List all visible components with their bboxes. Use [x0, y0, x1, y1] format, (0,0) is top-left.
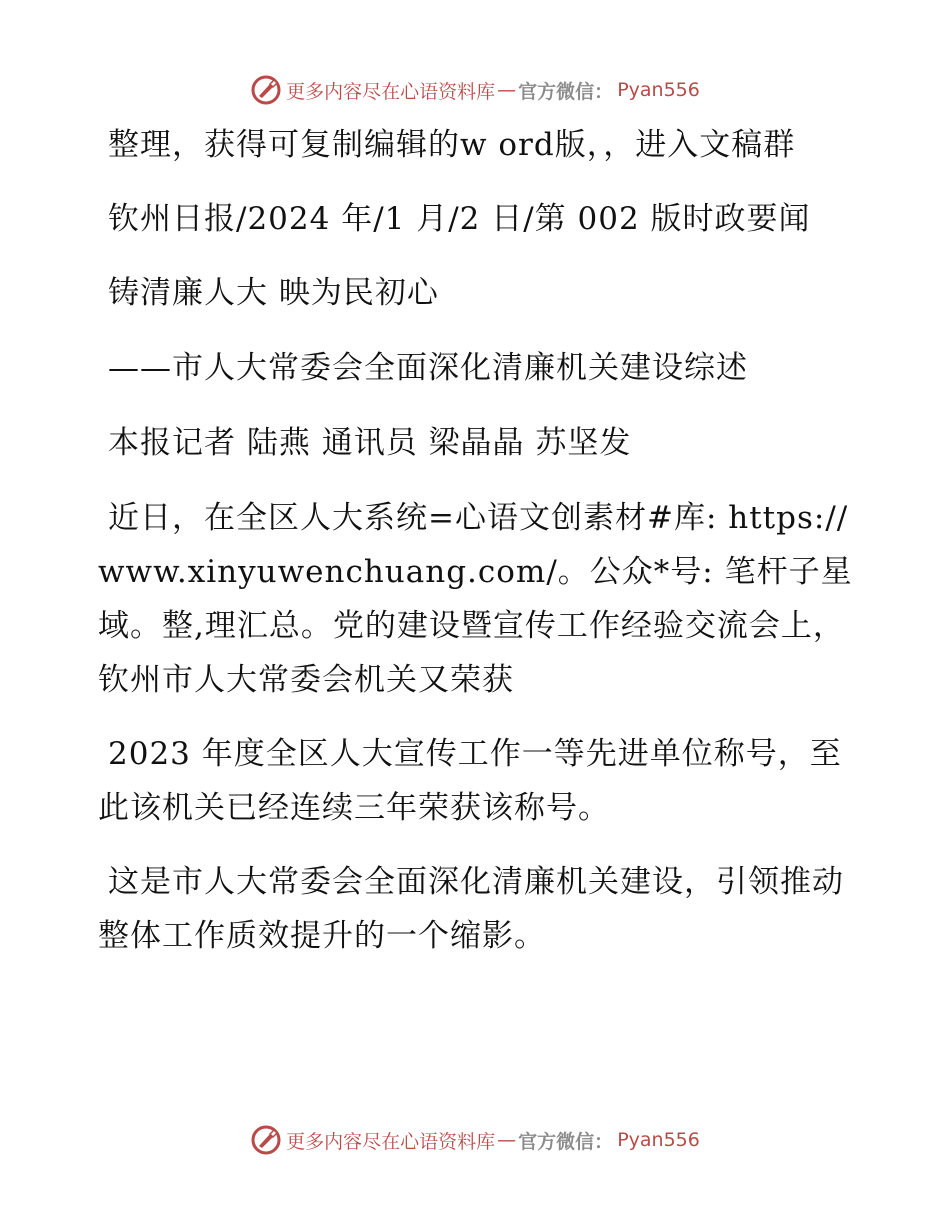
pen-logo-icon	[250, 1124, 282, 1156]
paragraph-body-1: 近日，在全区人大系统=心语文创素材#库: https://www.xinyuwenchuang.com/。公众*号: 笔杆子星域。整,理汇总。党的建设暨宣传工作经验交流会上，钦州市人大常委会机关又荣获	[98, 500, 853, 698]
article-byline: 本报记者 陆燕 通讯员 梁晶晶 苏坚发	[108, 425, 632, 461]
banner-wechat-id: Pyan556	[617, 79, 700, 101]
article-title: 铸清廉人大 映为民初心	[108, 275, 439, 311]
paragraph-body-2: 2023 年度全区人大宣传工作一等先进单位称号，至此该机关已经连续三年荣获该称号。	[98, 736, 842, 826]
article-subtitle: ——市人大常委会全面深化清廉机关建设综述	[108, 350, 748, 386]
paragraph-source-line: 钦州日报/2024 年/1 月/2 日/第 002 版时政要闻	[108, 201, 811, 237]
banner-wechat-id: Pyan556	[617, 1129, 700, 1151]
document-body	[98, 118, 858, 983]
paragraph-intro-note: 整理，获得可复制编辑的w ord版，，进入文稿群	[108, 127, 796, 163]
banner-site-text: 更多内容尽在心语资料库	[286, 80, 496, 103]
pen-logo-icon	[250, 74, 282, 106]
footer-watermark-banner	[0, 1120, 950, 1160]
banner-wechat-label: 官方微信：	[518, 1130, 614, 1153]
banner-dash: —	[497, 79, 517, 101]
banner-site-text: 更多内容尽在心语资料库	[286, 1130, 496, 1153]
paragraph-body-3: 这是市人大常委会全面深化清廉机关建设，引领推动整体工作质效提升的一个缩影。	[98, 864, 844, 954]
header-watermark-banner	[0, 70, 950, 110]
banner-wechat-label: 官方微信：	[518, 80, 614, 103]
banner-dash: —	[497, 1129, 517, 1151]
